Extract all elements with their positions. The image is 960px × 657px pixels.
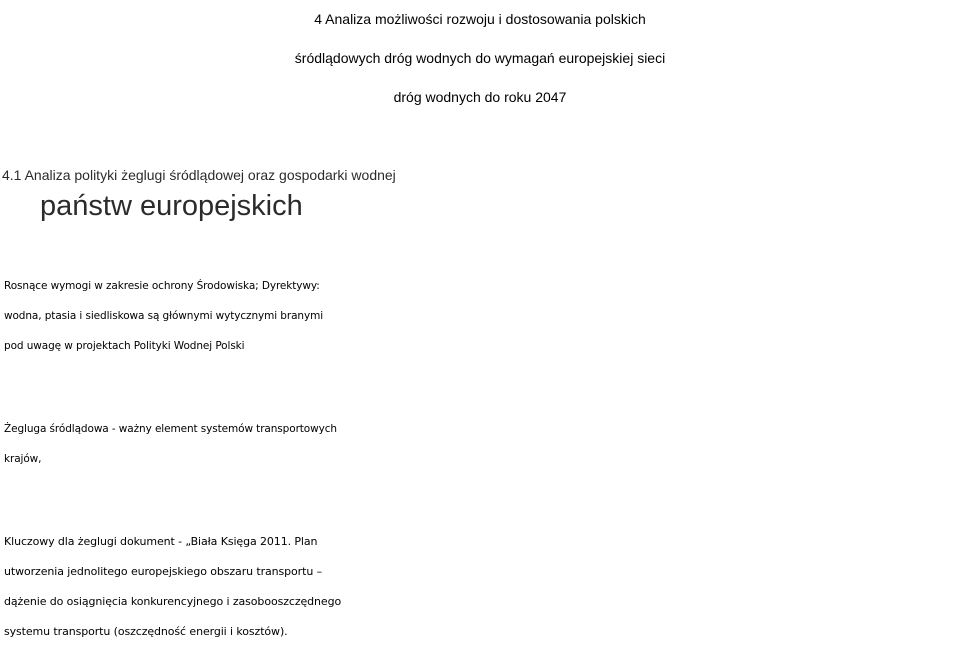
subsection-heading-line: państw europejskich	[40, 190, 303, 222]
paragraph-inland-navigation	[4, 414, 959, 474]
paragraph-line: krajów,	[4, 453, 42, 465]
paragraph-line: pod uwagę w projektach Polityki Wodnej Polski	[4, 340, 245, 352]
paragraph-line: Rosnące wymogi w zakresie ochrony Środowiska; Dyrektywy:	[4, 280, 320, 292]
paragraph-line: utworzenia jednolitego europejskiego obszaru transportu –	[4, 565, 322, 578]
paragraph-line: Żegluga śródlądowa - ważny element systemów transportowych	[4, 423, 337, 435]
paragraph-line: systemu transportu (oszczędność energii i kosztów).	[4, 625, 288, 638]
paragraph-environment-directives	[4, 271, 959, 361]
subsection-heading-line: 4.1 Analiza polityki żeglugi śródlądowej oraz gospodarki wodnej	[2, 167, 396, 183]
section-heading	[0, 0, 960, 117]
paragraph-line: wodna, ptasia i siedliskowa są głównymi wytycznymi branymi	[4, 310, 324, 322]
section-heading-line: śródlądowych dróg wodnych do wymagań europejskiej sieci	[294, 50, 666, 66]
section-heading-line: dróg wodnych do roku 2047	[393, 89, 567, 105]
paragraph-line: dążenie do osiągnięcia konkurencyjnego i zasobooszczędnego	[4, 595, 342, 608]
section-heading-line: 4 Analiza możliwości rozwoju i dostosowania polskich	[314, 11, 646, 27]
paragraph-line: Kluczowy dla żeglugi dokument - „Biała Księga 2011. Plan	[4, 535, 318, 548]
paragraph-white-paper	[4, 527, 959, 647]
subsection-heading	[2, 160, 955, 222]
